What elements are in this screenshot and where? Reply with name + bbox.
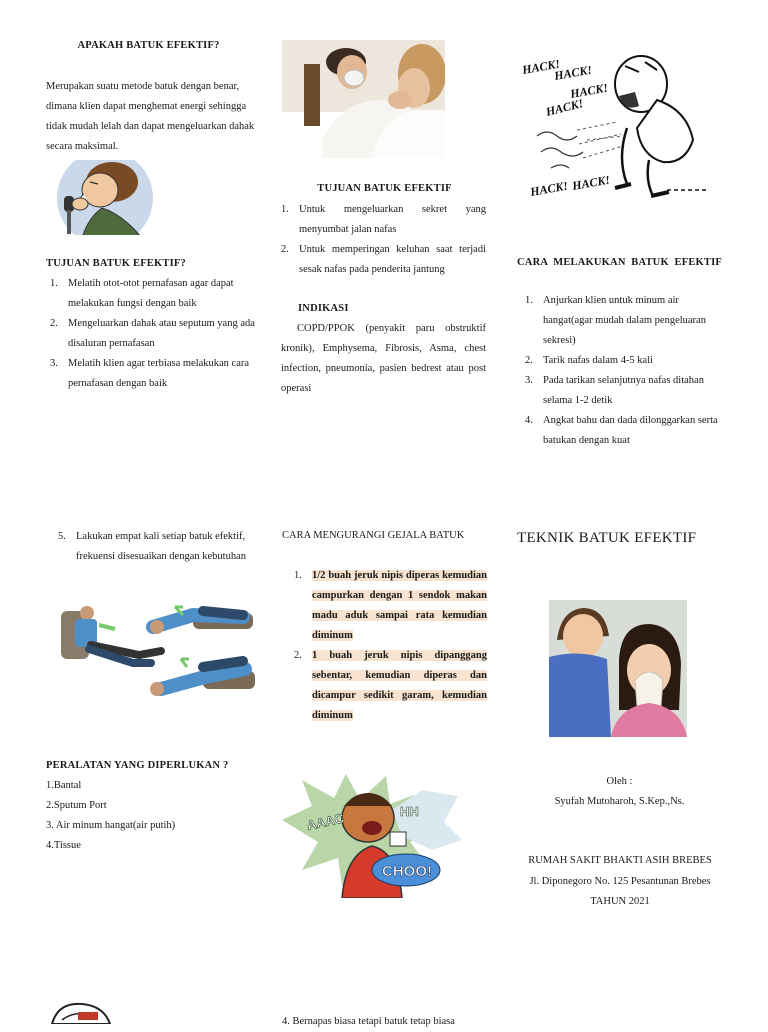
col2-reduce-title: CARA MENGURANGI GEJALA BATUK [282,530,465,541]
cover-title: TEKNIK BATUK EFEKTIF [517,530,697,546]
list-item: 1.Bantal [46,780,82,791]
col2-indication-text: COPD/PPOK (penyakit paru obstruktif kronik), Emphysema, Fibrosis, Asma, chest infection, pneumonia, pasien bedrest atau post operasi [281,323,486,394]
col1-question-title: APAKAH BATUK EFEKTIF? [77,40,220,51]
list-item: 2.Sputum Port [46,800,107,811]
list-item: 3. Melatih klien agar terbiasa melakukan cara pernafasan dengan baik [50,358,250,389]
hack-word: HACK! [544,96,585,119]
list-item: 2. Tarik nafas dalam 4-5 kali [525,355,654,366]
hack-word: HACK! [571,172,611,193]
list-item: 2. Mengeluarkan dahak atau seputum yang ada disaluran pernafasan [50,318,255,349]
sneezing-boy-illustration [282,770,464,898]
hack-word: HACK! [553,62,593,83]
col2-goal-list [281,200,486,280]
list-item: 1. Untuk mengeluarkan sekret yang menyumbat jalan nafas [281,204,486,235]
col3-how-title-line: CARA MELAKUKAN BATUK EFEKTIF [517,257,722,268]
list-item: 2. Untuk memperingan keluhan saat terjadi sesak nafas pada penderita jantung [281,244,486,275]
col3-how-list [525,291,725,451]
author-name: Syufah Mutoharoh, S.Kep.,Ns. [554,796,685,807]
list-item: 1. Anjurkan klien untuk minum air hangat(agar mudah dalam pengeluaran sekresi) [525,295,706,346]
col1-step5 [58,527,258,567]
partial-cartoon-illustration [48,1000,114,1024]
list-item: 3. Air minum hangat(air putih) [46,820,176,831]
sfx-choo-text: CHOO! [382,863,432,880]
list-item: 1. 1/2 buah jeruk nipis diperas kemudian campurkan dengan 1 sendok makan madu aduk sampai rata kemudian diminum [294,570,487,641]
col1-tools-title: PERALATAN YANG DIPERLUKAN ? [46,760,229,771]
hack-word: HACK! [569,80,609,101]
postural-drainage-photo [53,597,258,714]
list-item: 5. Lakukan empat kali setiap batuk efektif, frekuensi disesuaikan dengan kebutuhan [58,531,246,562]
hack-word: HACK! [521,56,561,77]
col1-tools-list [46,776,256,856]
list-item: 3. Pada tarikan selanjutnya nafas ditahan selama 1-2 detik [525,375,704,406]
sick-people-photo [282,40,445,158]
year-label: TAHUN 2021 [590,896,650,907]
col1-goal-list [50,274,260,394]
sfx-hh-text: HH [400,804,419,819]
col2-goal-title: TUJUAN BATUK EFEKTIF [317,183,452,194]
hack-word: HACK! [529,178,569,199]
hospital-name: RUMAH SAKIT BHAKTI ASIH BREBES [528,855,712,866]
by-label: Oleh : [606,776,633,787]
list-item: 4. Angkat bahu dan dada dilonggarkan serta batukan dengan kuat [525,415,718,446]
coughing-woman-illustration [50,160,155,235]
sfx-aaac-text: AAAC [305,810,346,833]
hack-coughing-man-illustration [517,40,710,212]
hospital-address: Jl. Diponegoro No. 125 Pesantunan Brebes [529,876,711,887]
col2-reduce-list [294,566,487,726]
col1-question-text: Merupakan suatu metode batuk dengan benar, dimana klien dapat menghemat energi sehingga tidak mudah lelah dan dapat mengeluarkan dahak secara maksimal. [46,81,255,152]
list-item: 1. Melatih otot-otot pernafasan agar dapat melakukan fungsi dengan baik [50,278,234,309]
list-item: 2. 1 buah jeruk nipis dipanggang sebentar, kemudian diperas dan dicampur sedikit garam, kemudian diminum [294,650,487,721]
col1-goal-title: TUJUAN BATUK EFEKTIF? [46,258,186,269]
col2-bottom-text: 4. Bernapas biasa tetapi batuk tetap biasa [282,1016,455,1027]
col2-indication-title: INDIKASI [298,303,349,314]
list-item: 4.Tissue [46,840,81,851]
covering-cough-photo [549,600,687,737]
